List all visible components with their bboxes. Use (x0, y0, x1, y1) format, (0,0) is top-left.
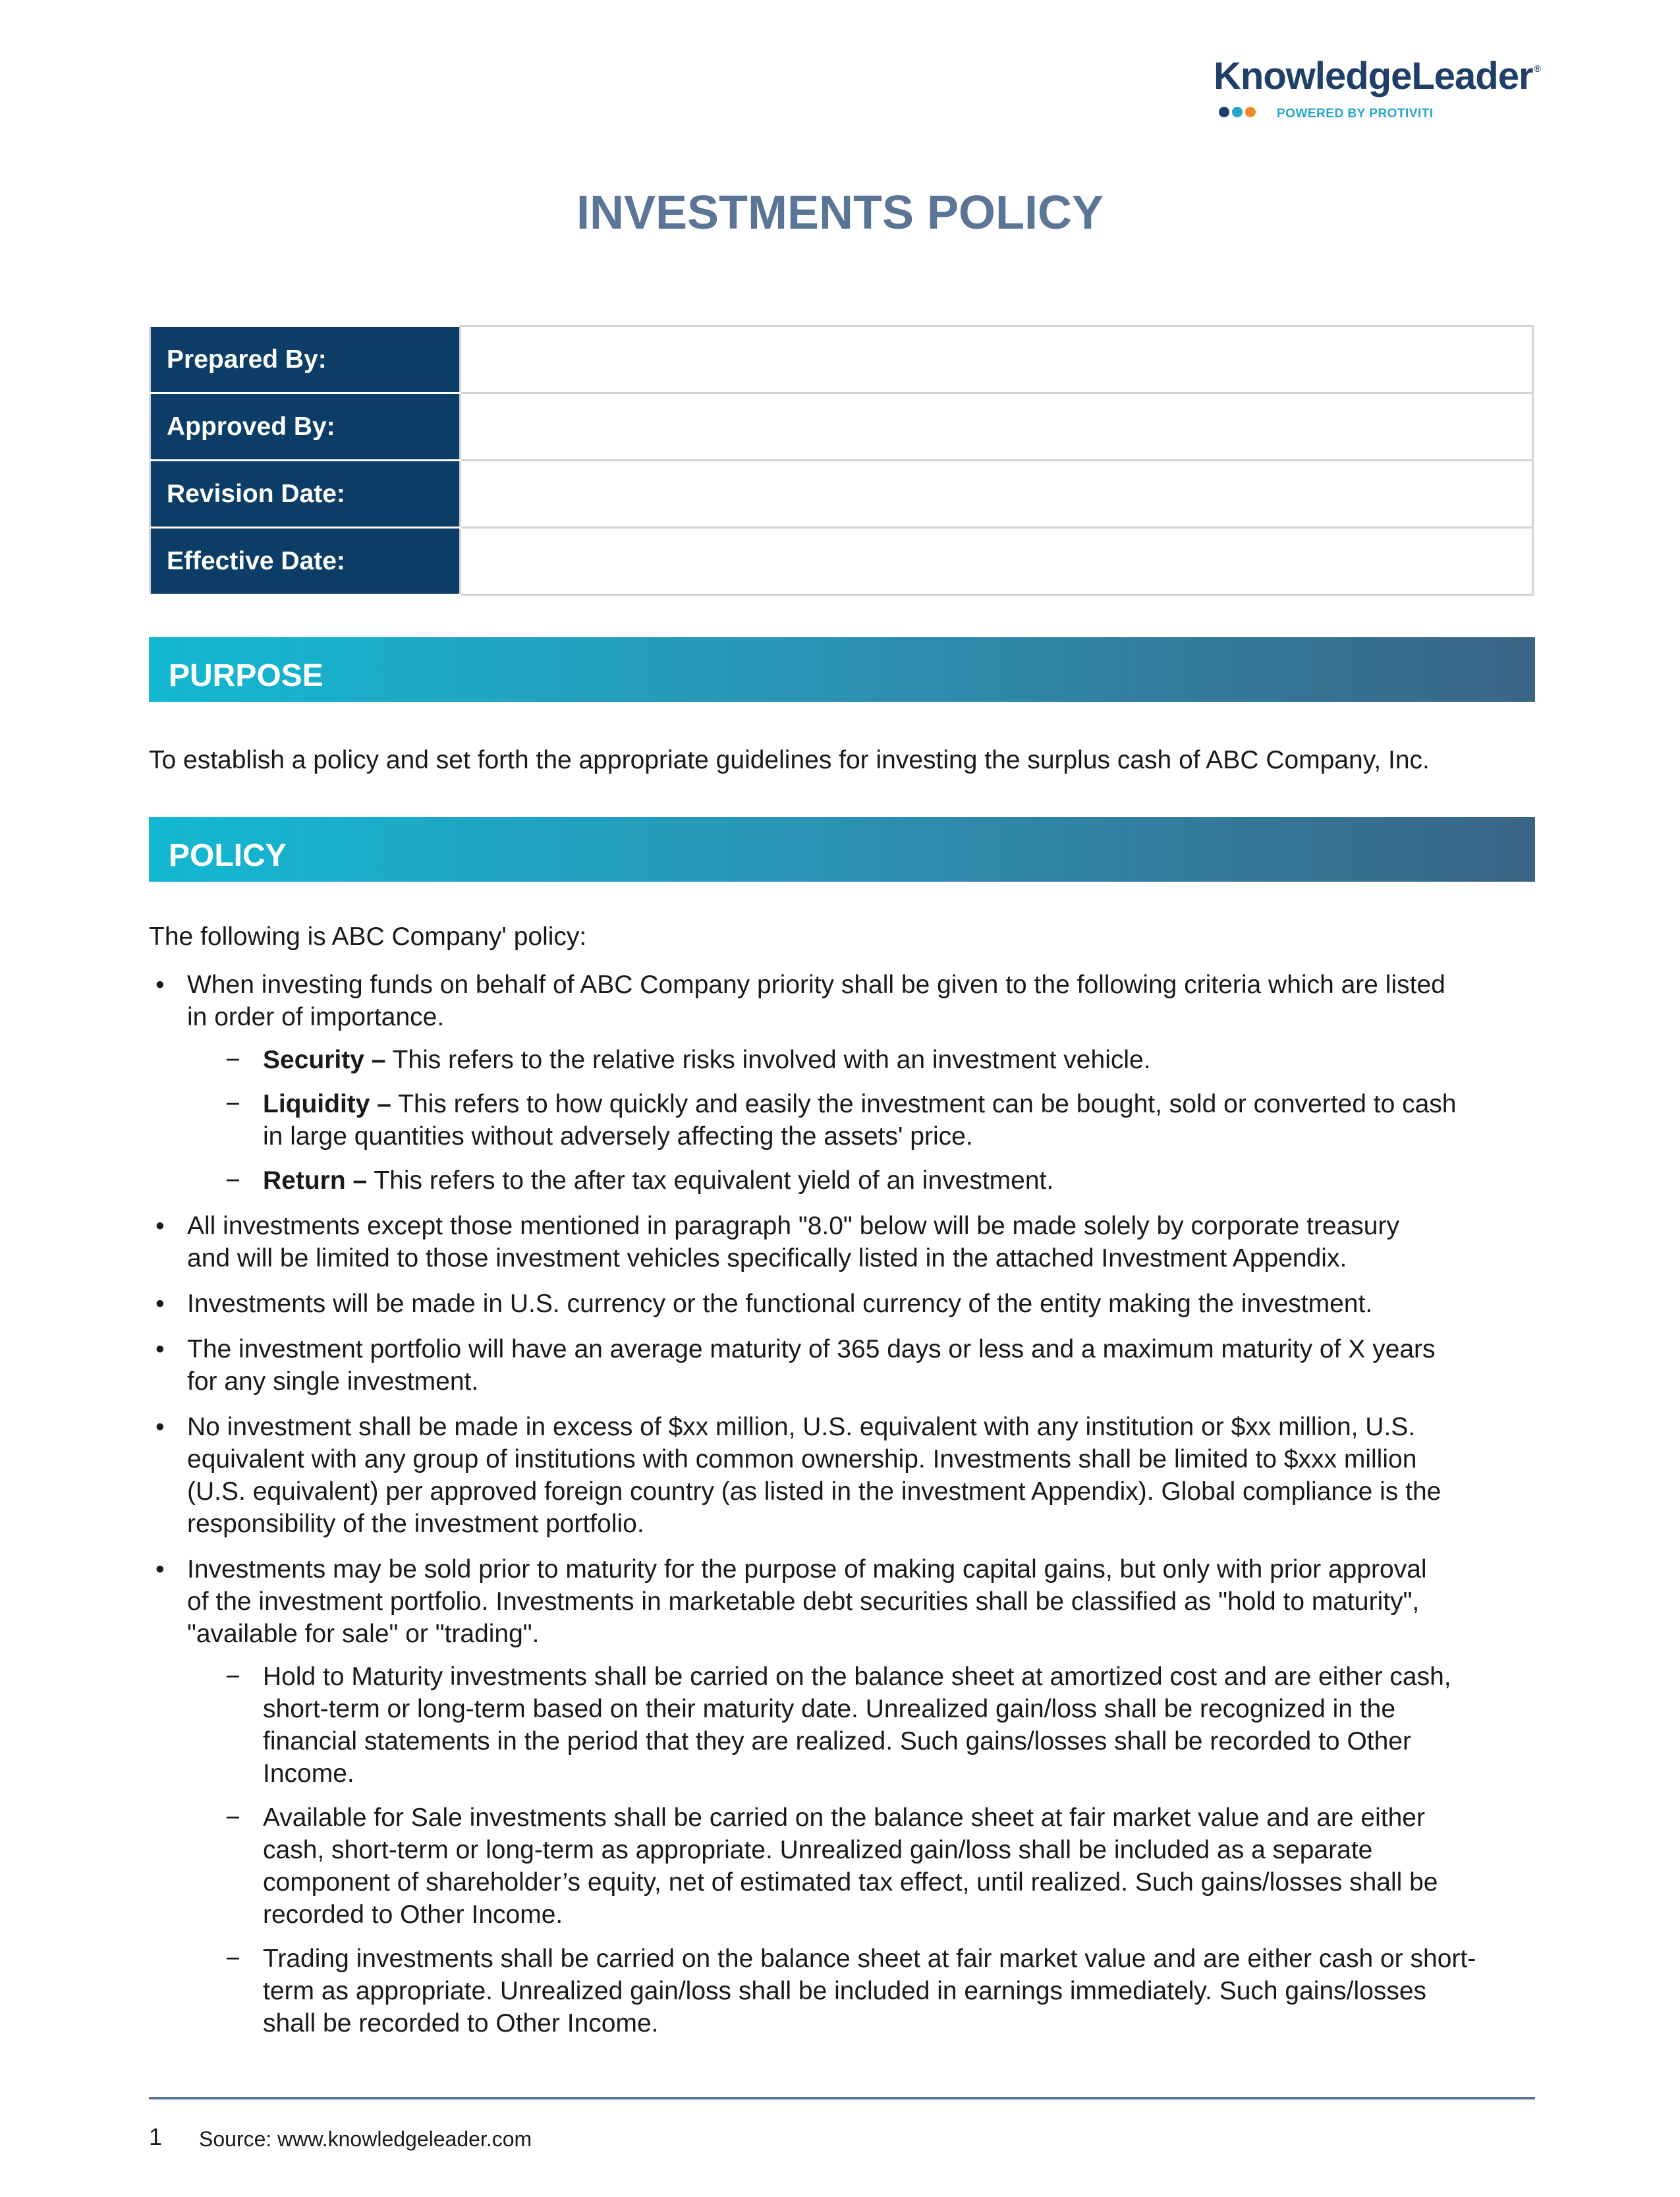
policy-bullet-text: When investing funds on behalf of ABC Company priority shall be given to the following criteria which are listed in order of importance. (187, 971, 1445, 1031)
logo-dot-teal (1232, 107, 1243, 117)
logo-tagline: POWERED BY PROTIVITI (1277, 107, 1434, 121)
policy-bullet (149, 1411, 1546, 1540)
policy-bullet-text: No investment shall be made in excess of $xx million, U.S. equivalent with any institution or $xx million, U.S. equivalent with any group of institutions with common ownership. Investments shall be limited to $xxx million (U.S. equivalent) per approved foreign country (as listed in the investment Appendix). Global compliance is the responsibility of the investment portfolio. (187, 1413, 1442, 1538)
table-row (150, 528, 1533, 595)
policy-intro: The following is ABC Company' policy: (149, 923, 587, 951)
policy-bullet-text: The investment portfolio will have an average maturity of 365 days or less and a maximum maturity of X years for any single investment. (187, 1335, 1436, 1396)
policy-sub-text: This refers to how quickly and easily the investment can be bought, sold or converted to cash in large quantities without adversely affecting the assets' price. (263, 1090, 1457, 1151)
purpose-text: To establish a policy and set forth the appropriate guidelines for investing the surplus cash of ABC Company, Inc. (149, 746, 1430, 774)
policy-bullet (149, 1333, 1546, 1398)
policy-sub-list (187, 1044, 1546, 1197)
policy-sub-item (187, 1661, 1546, 1790)
effective-date-label: Effective Date: (150, 528, 461, 595)
approved-by-value[interactable] (461, 393, 1533, 461)
table-row (150, 326, 1533, 393)
policy-bullet-list (149, 969, 1546, 2053)
policy-bullet-text: All investments except those mentioned in paragraph "8.0" below will be made solely by corporate treasury and will be limited to those investment vehicles specifically listed in the attached Investment Appendix. (187, 1212, 1399, 1272)
revision-date-value[interactable] (461, 461, 1533, 528)
logo-dots-icon (1219, 107, 1258, 121)
source-note: Source: www.knowledgeleader.com (199, 2127, 532, 2151)
policy-sub-term: Return – (263, 1166, 368, 1195)
policy-sub-item (187, 1044, 1546, 1076)
purpose-heading: PURPOSE (149, 637, 1535, 702)
policy-heading: POLICY (149, 817, 1535, 882)
policy-sub-term: Security – (263, 1046, 386, 1074)
table-row (150, 393, 1533, 461)
policy-sub-text: Trading investments shall be carried on the balance sheet at fair market value and are either cash or short- term as appropriate. Unrealized gain/loss shall be included in earnings immediately. Such gains/losses shall be recorded to Other Income. (263, 1945, 1476, 2038)
logo-dot-navy (1219, 107, 1229, 117)
policy-bullet (149, 1288, 1546, 1320)
policy-sub-item (187, 1943, 1546, 2040)
document-info-table (149, 325, 1534, 596)
revision-date-label: Revision Date: (150, 461, 461, 528)
policy-sub-item (187, 1802, 1546, 1931)
policy-bullet (149, 969, 1546, 1197)
logo-dot-orange (1245, 107, 1256, 117)
knowledgeleader-logo (1214, 54, 1543, 127)
policy-sub-term: Liquidity – (263, 1090, 391, 1118)
approved-by-label: Approved By: (150, 393, 461, 461)
prepared-by-value[interactable] (461, 326, 1533, 393)
document-title: INVESTMENTS POLICY (576, 186, 1104, 239)
policy-bullet (149, 1210, 1546, 1274)
logo-wordmark: KnowledgeLeader (1214, 55, 1533, 98)
policy-sub-text: Hold to Maturity investments shall be carried on the balance sheet at amortized cost and are either cash, short-term or long-term based on their maturity date. Unrealized gain/loss shall be recognized in the financial statements in the period that they are realized. Such gains/losses shall be recorded to Other Income. (263, 1663, 1451, 1788)
policy-sub-list (187, 1661, 1546, 2040)
policy-bullet-text: Investments will be made in U.S. currency or the functional currency of the entity making the investment. (187, 1290, 1373, 1318)
registered-mark: ® (1534, 63, 1540, 74)
table-row (150, 461, 1533, 528)
effective-date-value[interactable] (461, 528, 1533, 595)
policy-sub-text: Available for Sale investments shall be carried on the balance sheet at fair market value and are either cash, short-term or long-term as appropriate. Unrealized gain/loss shall be included as a separate component of shareholder’s equity, net of estimated tax effect, until realized. Such gains/losses shall be recorded to Other Income. (263, 1804, 1438, 1929)
policy-sub-item (187, 1164, 1546, 1197)
prepared-by-label: Prepared By: (150, 326, 461, 393)
page-number: 1 (149, 2123, 163, 2150)
policy-sub-text: This refers to the after tax equivalent yield of an investment. (367, 1166, 1054, 1195)
policy-bullet-text: Investments may be sold prior to maturity for the purpose of making capital gains, but only with prior approval of the investment portfolio. Investments in marketable debt securities shall be classified as "hold to maturity", "available for sale" or "trading". (187, 1555, 1427, 1648)
policy-sub-text: This refers to the relative risks involved with an investment vehicle. (385, 1046, 1151, 1074)
policy-sub-item (187, 1088, 1546, 1153)
policy-bullet (149, 1553, 1546, 2040)
footer-divider (149, 2097, 1535, 2099)
